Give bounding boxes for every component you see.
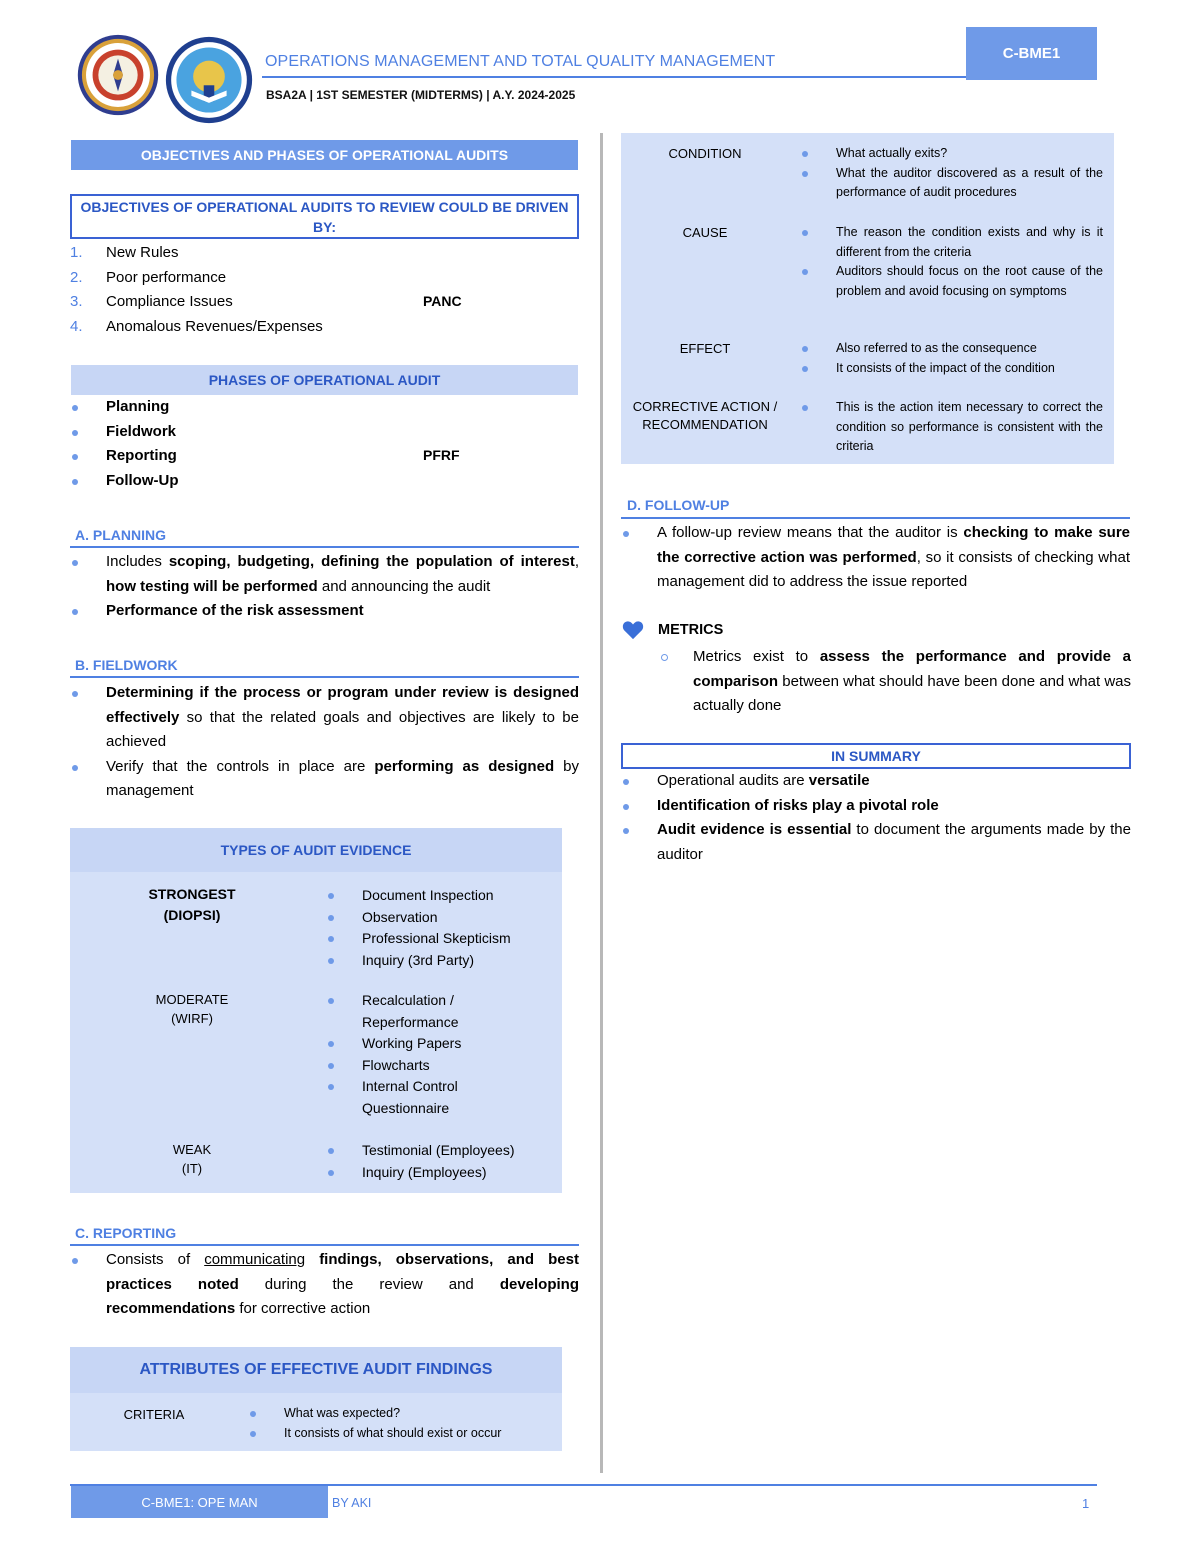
page-number: 1 — [1082, 1496, 1090, 1511]
list-item — [70, 1248, 579, 1322]
condition-items — [802, 144, 1103, 203]
audit-evidence-title — [70, 828, 562, 872]
audit-findings-table — [70, 1347, 562, 1451]
bullet-icon — [326, 1140, 362, 1162]
header-rule — [262, 76, 967, 78]
list-number: 3. — [70, 293, 83, 310]
column-divider — [600, 133, 603, 1473]
bullet-icon — [802, 262, 836, 301]
bullet-icon — [326, 1055, 362, 1077]
list-item-text: New Rules — [106, 244, 179, 261]
followup-rule — [621, 517, 1130, 519]
bullet-icon — [70, 420, 106, 445]
effect-label: EFFECT — [679, 341, 731, 356]
list-item-text: Audit evidence is essential to document the arguments made by the auditor — [657, 821, 1131, 863]
list-item — [70, 395, 490, 420]
phases-band-label: PHASES OF OPERATIONAL AUDIT — [208, 372, 441, 388]
bullet-icon — [326, 907, 362, 929]
list-item-text: Reporting — [106, 447, 177, 464]
university-seal-logo — [77, 34, 159, 116]
list-item — [70, 241, 490, 266]
summary-list — [621, 769, 1131, 867]
hollow-bullet-icon — [657, 645, 693, 719]
phases-list — [70, 395, 490, 493]
list-item — [621, 818, 1131, 867]
list-item-text: Determining if the process or program under review is designed effectively so that the related goals and objectives are likely to be achieved — [106, 684, 579, 750]
corrective-action-label: CORRECTIVE ACTION / RECOMMENDATION — [632, 399, 778, 432]
objectives-phases-band — [71, 140, 578, 170]
bullet-icon — [621, 521, 657, 595]
list-item: Inquiry (Employees) — [326, 1162, 551, 1184]
list-number: 4. — [70, 317, 83, 335]
list-item: Also referred to as the consequence — [802, 339, 1103, 359]
bullet-icon — [70, 550, 106, 599]
evidence-weak-label: WEAK (IT) — [172, 1142, 212, 1176]
fieldwork-heading: B. FIELDWORK — [75, 657, 178, 673]
list-item-text: Includes scoping, budgeting, defining the population of interest, how testing will be performed and announcing the audit — [106, 553, 579, 595]
criteria-label: CRITERIA — [123, 1407, 185, 1422]
bullet-icon — [326, 950, 362, 972]
list-item — [70, 266, 490, 291]
planning-rule — [70, 546, 579, 548]
list-item — [70, 315, 490, 340]
heart-icon — [622, 620, 644, 640]
objectives-list — [70, 241, 490, 339]
evidence-strongest-label: STRONGEST (DIOPSI) — [148, 886, 236, 923]
reporting-heading: C. REPORTING — [75, 1225, 177, 1241]
list-item-text: Poor performance — [106, 268, 227, 286]
bullet-icon — [70, 395, 106, 420]
phases-acronym: PFRF — [423, 447, 460, 463]
evidence-moderate-items — [326, 990, 551, 1119]
list-item — [621, 769, 1131, 794]
bullet-icon — [326, 1076, 362, 1119]
list-item-text: Performance of the risk assessment — [106, 602, 364, 619]
list-item-text: Compliance Issues — [106, 293, 233, 310]
objectives-drivers-band — [70, 194, 579, 239]
list-item-text: Follow-Up — [106, 471, 179, 489]
reporting-list — [70, 1248, 579, 1322]
metrics-heading: METRICS — [658, 622, 724, 638]
list-item: This is the action item necessary to correct the condition so performance is consistent with the criteria — [802, 398, 1103, 457]
bullet-icon — [70, 599, 106, 624]
planning-heading: A. PLANNING — [75, 527, 166, 543]
list-item: Inquiry (3rd Party) — [326, 950, 551, 972]
metrics-list — [657, 645, 1131, 719]
bullet-icon — [70, 1248, 106, 1322]
effect-items — [802, 339, 1103, 378]
bullet-icon — [250, 1404, 284, 1424]
list-item: Professional Skepticism — [326, 928, 551, 950]
summary-band-label: IN SUMMARY — [831, 748, 921, 764]
bullet-icon — [70, 681, 106, 755]
followup-heading: D. FOLLOW-UP — [627, 497, 730, 513]
bullet-icon — [802, 223, 836, 262]
bullet-icon — [70, 755, 106, 804]
footer-course-label: C-BME1: OPE MAN — [71, 1486, 328, 1518]
bullet-icon — [70, 469, 106, 494]
planning-list — [70, 550, 579, 624]
list-item-text: Planning — [106, 398, 170, 415]
objectives-acronym: PANC — [423, 293, 462, 309]
list-item: Internal Control Questionnaire — [326, 1076, 551, 1119]
list-item: Auditors should focus on the root cause of the problem and avoid focusing on symptoms — [802, 262, 1103, 301]
findings-continued-table — [621, 133, 1114, 464]
bullet-icon — [802, 164, 836, 203]
evidence-strongest-items — [326, 885, 551, 971]
corrective-action-items — [802, 398, 1103, 457]
bullet-icon — [326, 990, 362, 1033]
list-number: 1. — [70, 244, 83, 261]
list-item-text: Identification of risks play a pivotal role — [657, 796, 939, 814]
list-item — [621, 794, 1131, 819]
fieldwork-rule — [70, 676, 579, 678]
list-item: Flowcharts — [326, 1055, 551, 1077]
bullet-icon — [326, 885, 362, 907]
list-item: Document Inspection — [326, 885, 551, 907]
phases-band — [71, 365, 578, 395]
list-item — [70, 681, 579, 755]
condition-label: CONDITION — [668, 146, 742, 161]
list-item: What actually exits? — [802, 144, 1103, 164]
list-item — [70, 469, 490, 494]
list-item-text: Metrics exist to assess the performance and provide a comparison between what should have been done and what was actually done — [693, 648, 1131, 714]
bullet-icon — [250, 1424, 284, 1444]
list-item-text: Operational audits are versatile — [657, 772, 870, 789]
list-item-text: Consists of communicating findings, observations, and best practices noted during the review and developing recommendations for corrective action — [106, 1251, 579, 1317]
bullet-icon — [621, 818, 657, 867]
list-item: What the auditor discovered as a result of the performance of audit procedures — [802, 164, 1103, 203]
list-item — [70, 420, 490, 445]
list-item: Observation — [326, 907, 551, 929]
fieldwork-list — [70, 681, 579, 804]
list-item: It consists of what should exist or occur — [250, 1424, 550, 1444]
audit-findings-body — [70, 1393, 562, 1451]
list-item — [70, 599, 579, 624]
bullet-icon — [621, 769, 657, 794]
list-item: Recalculation / Reperformance — [326, 990, 551, 1033]
list-number: 2. — [70, 268, 83, 286]
list-item: It consists of the impact of the condition — [802, 359, 1103, 379]
bullet-icon — [326, 1033, 362, 1055]
list-item: What was expected? — [250, 1404, 550, 1424]
list-item: The reason the condition exists and why is it different from the criteria — [802, 223, 1103, 262]
summary-band — [621, 743, 1131, 769]
cause-items — [802, 223, 1103, 301]
list-item-text: Fieldwork — [106, 422, 177, 440]
list-item: Testimonial (Employees) — [326, 1140, 551, 1162]
evidence-weak-items — [326, 1140, 551, 1183]
list-item — [621, 521, 1130, 595]
bullet-icon — [326, 1162, 362, 1184]
course-code-badge: C-BME1 — [966, 27, 1097, 80]
evidence-moderate-label: MODERATE (WIRF) — [155, 992, 229, 1026]
list-item — [70, 755, 579, 804]
objectives-phases-band-label: OBJECTIVES AND PHASES OF OPERATIONAL AUDITS — [140, 147, 509, 163]
list-item — [70, 550, 579, 599]
bullet-icon — [621, 794, 657, 819]
bullet-icon — [802, 144, 836, 164]
list-item — [657, 645, 1131, 719]
audit-evidence-body — [70, 872, 562, 1193]
bullet-icon — [802, 398, 836, 457]
audit-evidence-title-label: TYPES OF AUDIT EVIDENCE — [220, 842, 412, 858]
list-item: Working Papers — [326, 1033, 551, 1055]
audit-findings-title-label: ATTRIBUTES OF EFFECTIVE AUDIT FINDINGS — [139, 1361, 493, 1378]
criteria-items — [250, 1404, 550, 1443]
cause-label: CAUSE — [682, 225, 728, 240]
objectives-drivers-band-label: OBJECTIVES OF OPERATIONAL AUDITS TO REVIEW COULD BE DRIVEN BY: — [80, 198, 569, 235]
audit-evidence-table — [70, 828, 562, 1193]
document-subtitle: BSA2A | 1ST SEMESTER (MIDTERMS) | A.Y. 2024-2025 — [266, 88, 576, 102]
list-item-text: Anomalous Revenues/Expenses — [106, 317, 323, 335]
footer-author: BY AKI — [332, 1496, 372, 1510]
bullet-icon — [326, 928, 362, 950]
bullet-icon — [802, 339, 836, 359]
list-item-text: A follow-up review means that the auditor is checking to make sure the corrective action was performed, so it consists of checking what management did to address the issue reported — [657, 524, 1131, 590]
list-item-text: Verify that the controls in place are performing as designed by management — [106, 757, 579, 799]
audit-findings-title — [70, 1347, 562, 1393]
reporting-rule — [70, 1244, 579, 1246]
bullet-icon — [802, 359, 836, 379]
college-seal-logo — [165, 36, 253, 124]
followup-list — [621, 521, 1130, 595]
document-title: OPERATIONS MANAGEMENT AND TOTAL QUALITY MANAGEMENT — [265, 53, 776, 70]
bullet-icon — [70, 444, 106, 469]
